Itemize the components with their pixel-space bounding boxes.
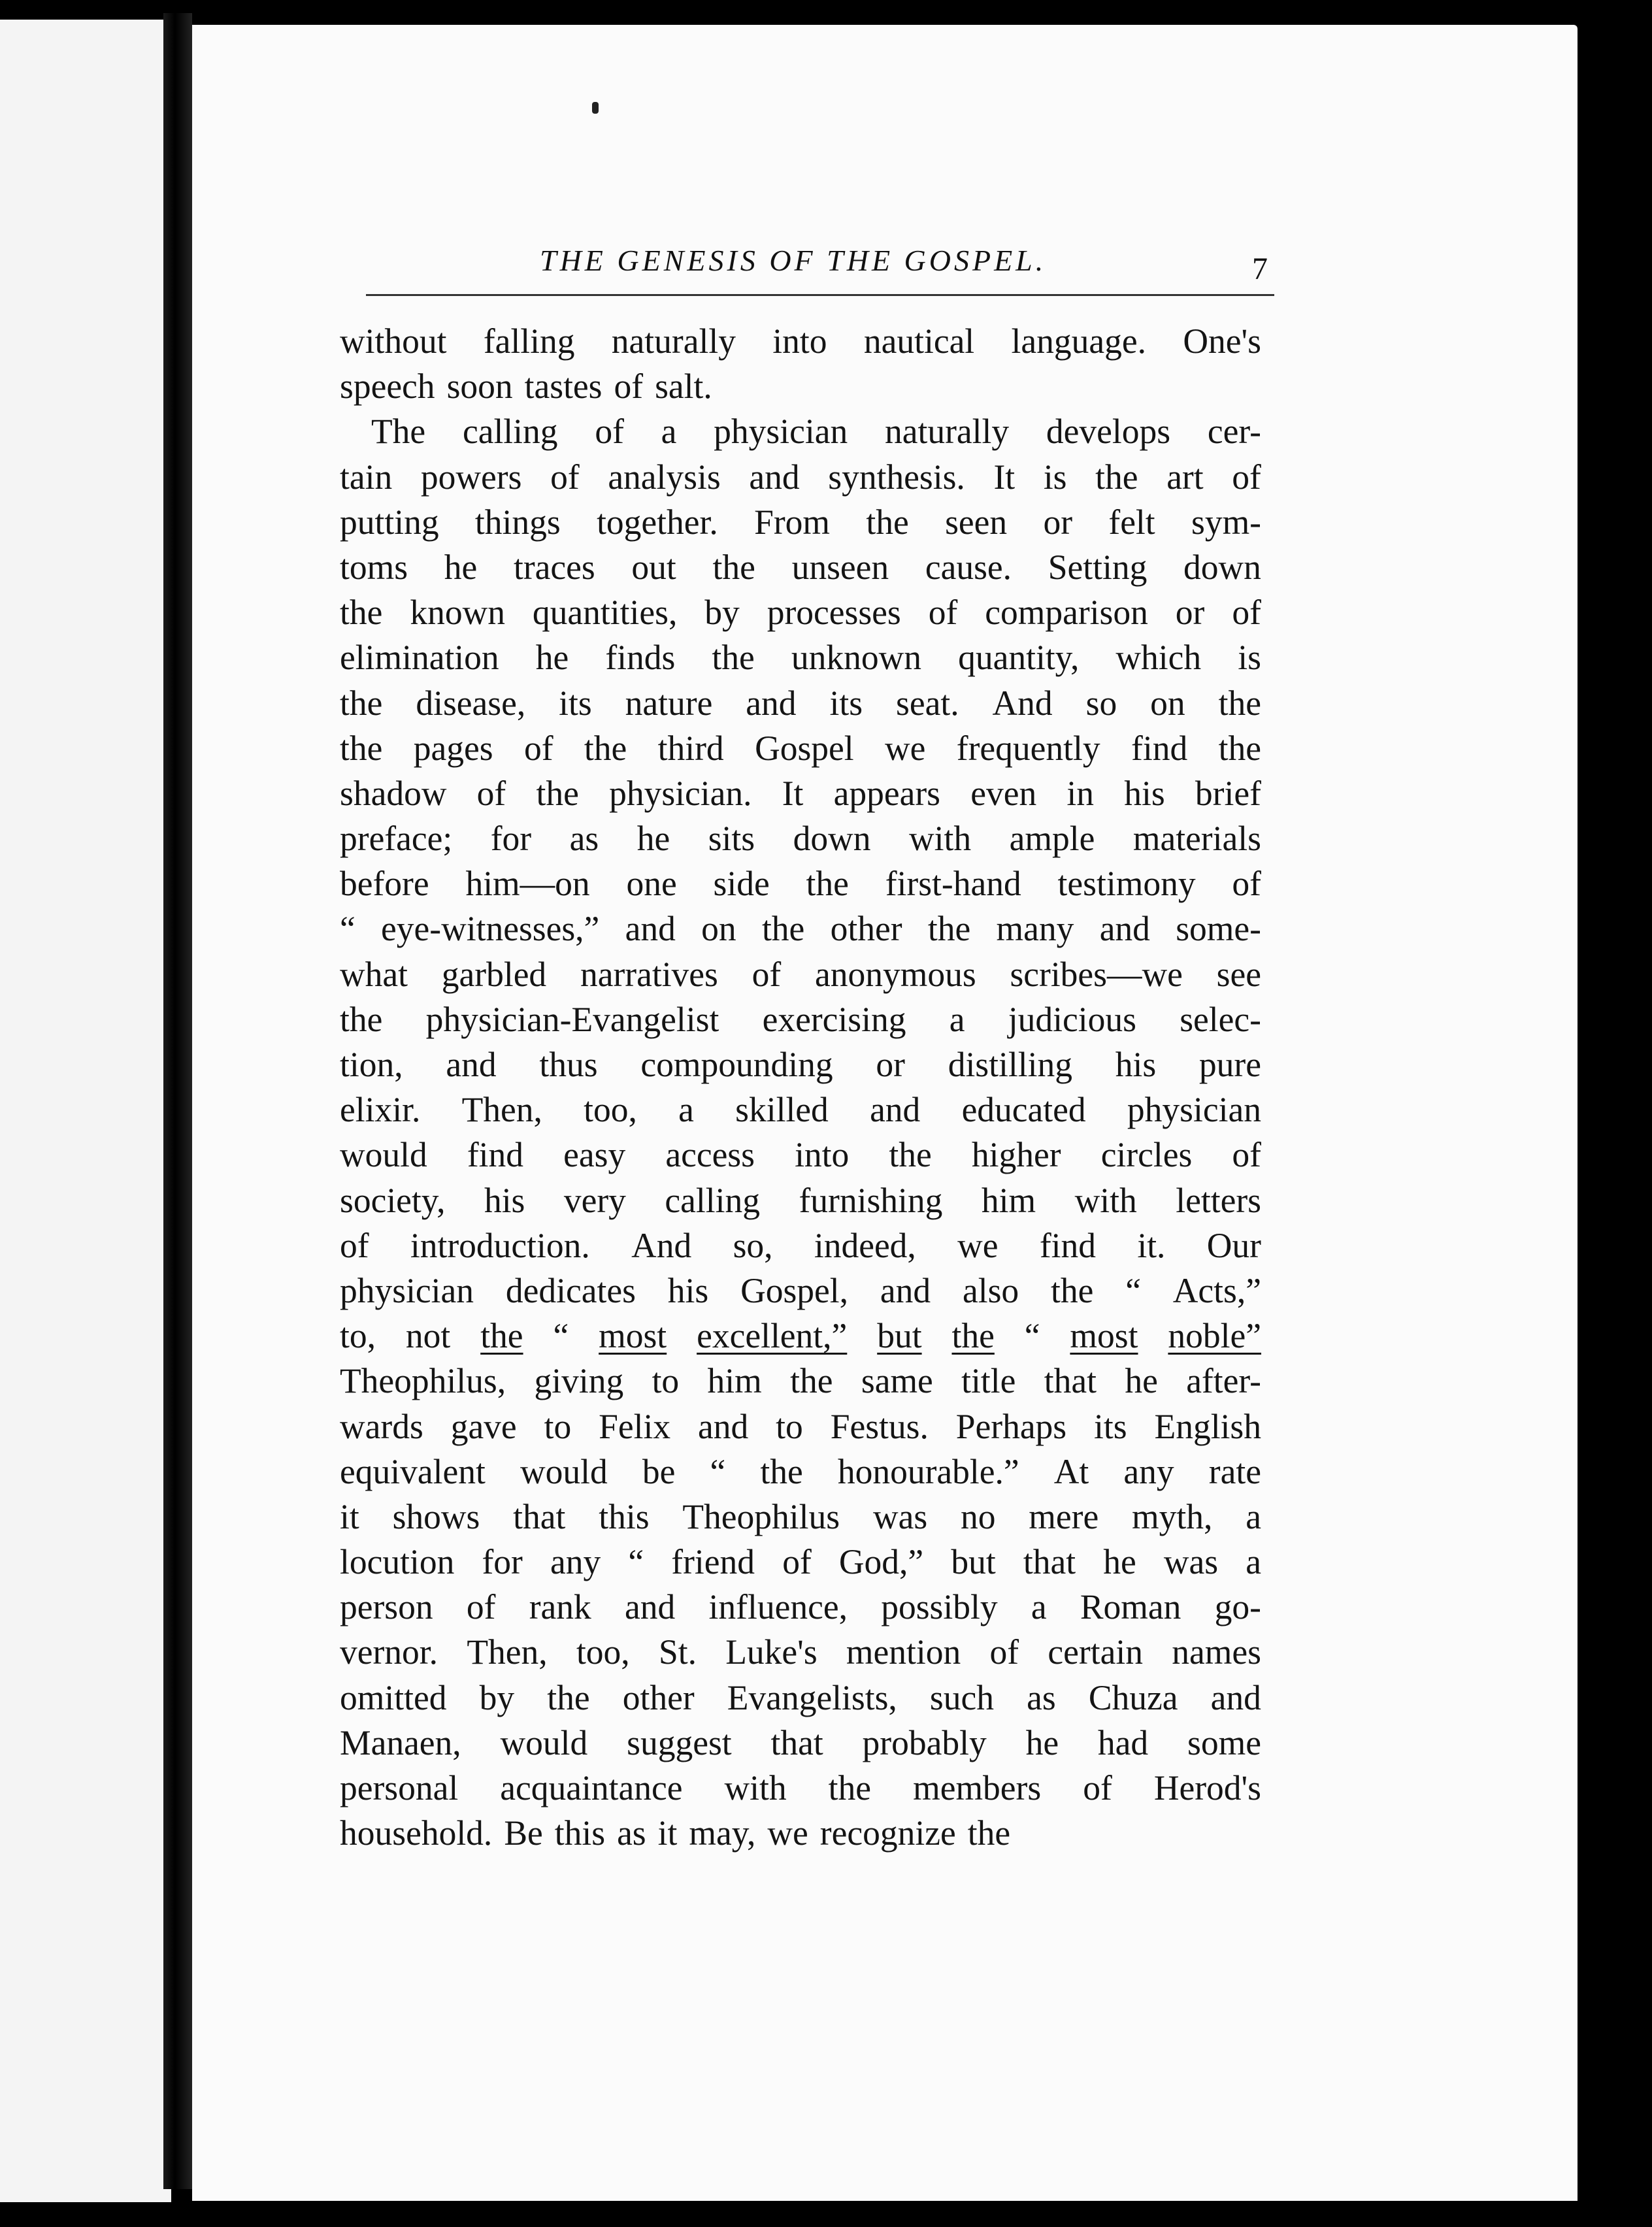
text-line: shadow of the physician. It appears even in his brief xyxy=(340,773,1261,813)
text-line: the known quantities, by processes of comparison or of xyxy=(340,593,1261,633)
text-line: vernor. Then, too, St. Luke's mention of certain names xyxy=(340,1632,1261,1672)
text-line: putting things together. From the seen or felt sym- xyxy=(340,502,1261,542)
text-line: to, not the “ most excellent,” but the “ most noble” xyxy=(340,1316,1261,1356)
text-line: would find easy access into the higher circles of xyxy=(340,1135,1261,1175)
text-line: personal acquaintance with the members of Herod's xyxy=(340,1768,1261,1807)
text-line: the disease, its nature and its seat. And so on the xyxy=(340,683,1261,723)
text-line: household. Be this as it may, we recognize the xyxy=(340,1813,1011,1853)
text-line: equivalent would be “ the honourable.” At any rate xyxy=(340,1451,1261,1491)
text-line: physician dedicates his Gospel, and also the “ Acts,” xyxy=(340,1270,1261,1310)
ink-smudge xyxy=(592,102,599,114)
text-line: what garbled narratives of anonymous scribes—we see xyxy=(340,954,1261,994)
text-line: speech soon tastes of salt. xyxy=(340,367,712,406)
scan-border xyxy=(1578,39,1652,2227)
running-head: THE GENESIS OF THE GOSPEL. xyxy=(540,244,1047,277)
text-line: The calling of a physician naturally develops cer- xyxy=(371,412,1261,452)
text-line: without falling naturally into nautical language. One's xyxy=(340,322,1261,361)
text-line: omitted by the other Evangelists, such as Chuza and xyxy=(340,1677,1261,1717)
text-line: before him—on one side the first-hand testimony of xyxy=(340,864,1261,904)
text-line: wards gave to Felix and to Festus. Perhaps its English xyxy=(340,1406,1261,1446)
text-line: society, his very calling furnishing him with letters xyxy=(340,1180,1261,1220)
previous-page-edge xyxy=(0,20,171,2202)
text-line: Manaen, would suggest that probably he had some xyxy=(340,1723,1261,1762)
text-line: elimination he finds the unknown quantity, which is xyxy=(340,638,1261,678)
text-line: Theophilus, giving to him the same title that he after- xyxy=(340,1361,1261,1401)
text-line: “ eye-witnesses,” and on the other the many and some- xyxy=(340,909,1261,949)
header-rule xyxy=(366,294,1274,296)
book-gutter xyxy=(163,13,192,2189)
text-line: toms he traces out the unseen cause. Setting down xyxy=(340,547,1261,587)
page-number: 7 xyxy=(1252,252,1268,286)
page-header xyxy=(366,237,1274,295)
text-line: the pages of the third Gospel we frequently find the xyxy=(340,728,1261,768)
body-text xyxy=(340,319,1261,1856)
text-line: tain powers of analysis and synthesis. It is the art of xyxy=(340,457,1261,497)
text-line: locution for any “ friend of God,” but that he was a xyxy=(340,1542,1261,1582)
text-line: it shows that this Theophilus was no mere myth, a xyxy=(340,1496,1261,1536)
text-line: person of rank and influence, possibly a Roman go- xyxy=(340,1587,1261,1627)
text-line: of introduction. And so, indeed, we find it. Our xyxy=(340,1225,1261,1265)
text-line: tion, and thus compounding or distilling his pure xyxy=(340,1045,1261,1084)
text-line: preface; for as he sits down with ample materials xyxy=(340,819,1261,859)
text-line: the physician-Evangelist exercising a judicious selec- xyxy=(340,999,1261,1039)
text-line: elixir. Then, too, a skilled and educated physician xyxy=(340,1090,1261,1130)
